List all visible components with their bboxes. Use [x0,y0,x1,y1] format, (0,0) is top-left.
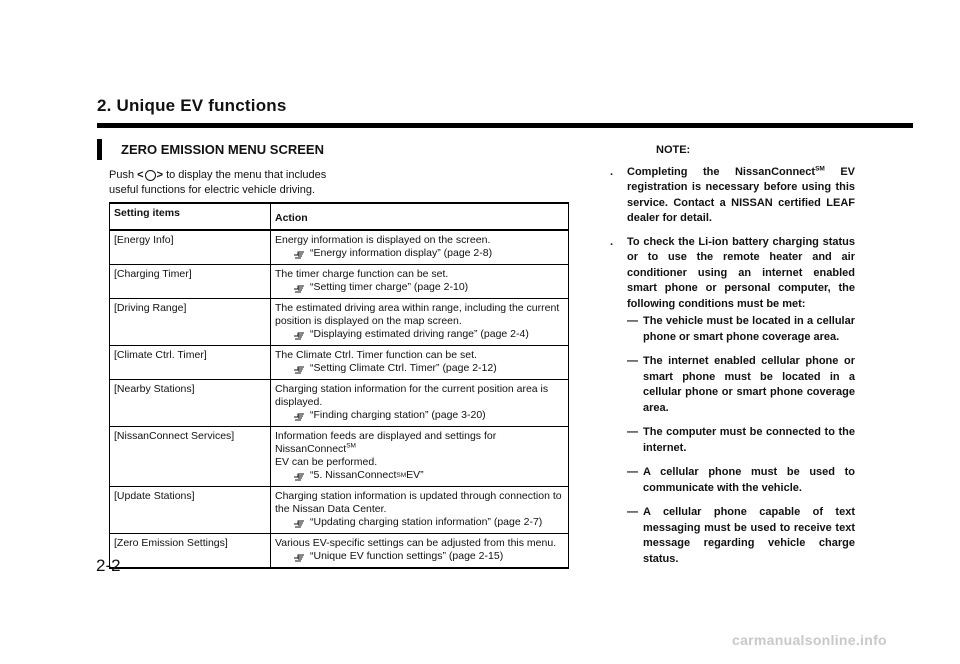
action-cell [271,487,569,534]
setting-item: [Update Stations] [110,487,271,534]
action-cell [271,346,569,380]
gear-icon [145,170,156,181]
table-header-row [110,203,569,230]
table-row [110,265,569,299]
action-text: The timer charge function can be set. [275,268,449,280]
header-setting-items: Setting items [110,203,271,230]
section-marker [97,139,102,160]
reference-link: “Displaying estimated driving range” (page 2-4) [275,328,564,341]
reference-link: “Updating charging station information” (page 2-7) [275,516,564,529]
pointing-hand-icon [293,249,306,259]
pointing-hand-icon [293,330,306,340]
setting-item: [NissanConnect Services] [110,427,271,487]
action-cell [271,230,569,265]
setting-item: [Driving Range] [110,299,271,346]
setting-item: [Charging Timer] [110,265,271,299]
chapter-rule [97,123,913,128]
reference-link: “5. NissanConnect SM EV” [275,469,564,482]
pointing-hand-icon [293,471,306,481]
action-cell [271,427,569,487]
action-text: Various EV-specific settings can be adjusted from this menu. [275,537,557,549]
pointing-hand-icon [293,283,306,293]
table-row [110,487,569,534]
setting-item: [Nearby Stations] [110,380,271,427]
page-number: 2-2 [96,556,121,575]
note-subitem: — The vehicle must be located in a cellular phone or smart phone coverage area. [627,315,855,343]
reference-link: “Unique EV function settings” (page 2-15) [275,550,564,563]
pointing-hand-icon [293,364,306,374]
action-cell [271,265,569,299]
reference-link: “Setting Climate Ctrl. Timer” (page 2-12) [275,362,564,375]
action-cell [271,534,569,569]
reference-link: “Energy information display” (page 2-8) [275,247,564,260]
header-action: Action [271,203,569,230]
note-subitem: — A cellular phone capable of text messaging must be used to receive text message regarding vehicle charge status. [627,506,855,565]
action-text: Energy information is displayed on the screen. [275,234,491,246]
bullet-body [627,235,855,577]
setting-item: [Zero Emission Settings] [110,534,271,569]
reference-link: “Setting timer charge” (page 2-10) [275,281,564,294]
table-row [110,230,569,265]
intro-paragraph [109,168,339,198]
chapter-title: 2. Unique EV functions [97,96,287,115]
bullet-text: To check the Li-ion battery charging status or to use the remote heater and air conditioner using an internet enabled smart phone or personal computer, the following conditions must be met: [627,235,855,310]
action-text: Charging station information for the current position area is displayed. [275,383,549,408]
table-row [110,346,569,380]
note-subitem: — A cellular phone must be used to communicate with the vehicle. [627,466,855,494]
action-text: Charging station information is updated through connection to the Nissan Data Center. [275,490,562,515]
table-row [110,299,569,346]
intro-text: to display the menu that includes useful functions for electric vehicle driving. [109,169,327,196]
intro-push: Push [109,169,135,181]
note-heading: NOTE: [656,144,691,156]
action-text: The Climate Ctrl. Timer function can be set. [275,349,477,361]
bullet-text: Completing the NissanConnect℠ EV registration is necessary before using this service. Contact a NISSAN certified LEAF dealer for detail. [627,164,856,224]
note-bullet [610,165,855,227]
bullet-marker: . [610,165,614,178]
menu-items-table [109,202,569,569]
reference-link: “Finding charging station” (page 3-20) [275,409,564,422]
note-subitem: — The internet enabled cellular phone or smart phone must be located in a cellular phone or smart phone coverage area. [627,355,855,414]
note-bullet [610,235,855,577]
watermark: carmanualsonline.info [732,632,887,648]
bullet-marker: . [610,235,614,248]
table-row [110,427,569,487]
section-title: ZERO EMISSION MENU SCREEN [121,142,324,157]
pointing-hand-icon [293,411,306,421]
note-column [610,143,855,584]
note-subitem: — The computer must be connected to the internet. [627,426,855,454]
action-cell [271,380,569,427]
table-row [110,380,569,427]
pointing-hand-icon [293,552,306,562]
action-cell [271,299,569,346]
pointing-hand-icon [293,518,306,528]
action-text: The estimated driving area within range, including the current position is displayed on the map screen. [275,302,560,327]
setting-item: [Climate Ctrl. Timer] [110,346,271,380]
table-row [110,534,569,569]
zero-emission-button-symbol: < > [137,169,164,181]
setting-item: [Energy Info] [110,230,271,265]
action-text: Information feeds are displayed and settings for NissanConnect℠ EV can be performed. [275,430,497,468]
